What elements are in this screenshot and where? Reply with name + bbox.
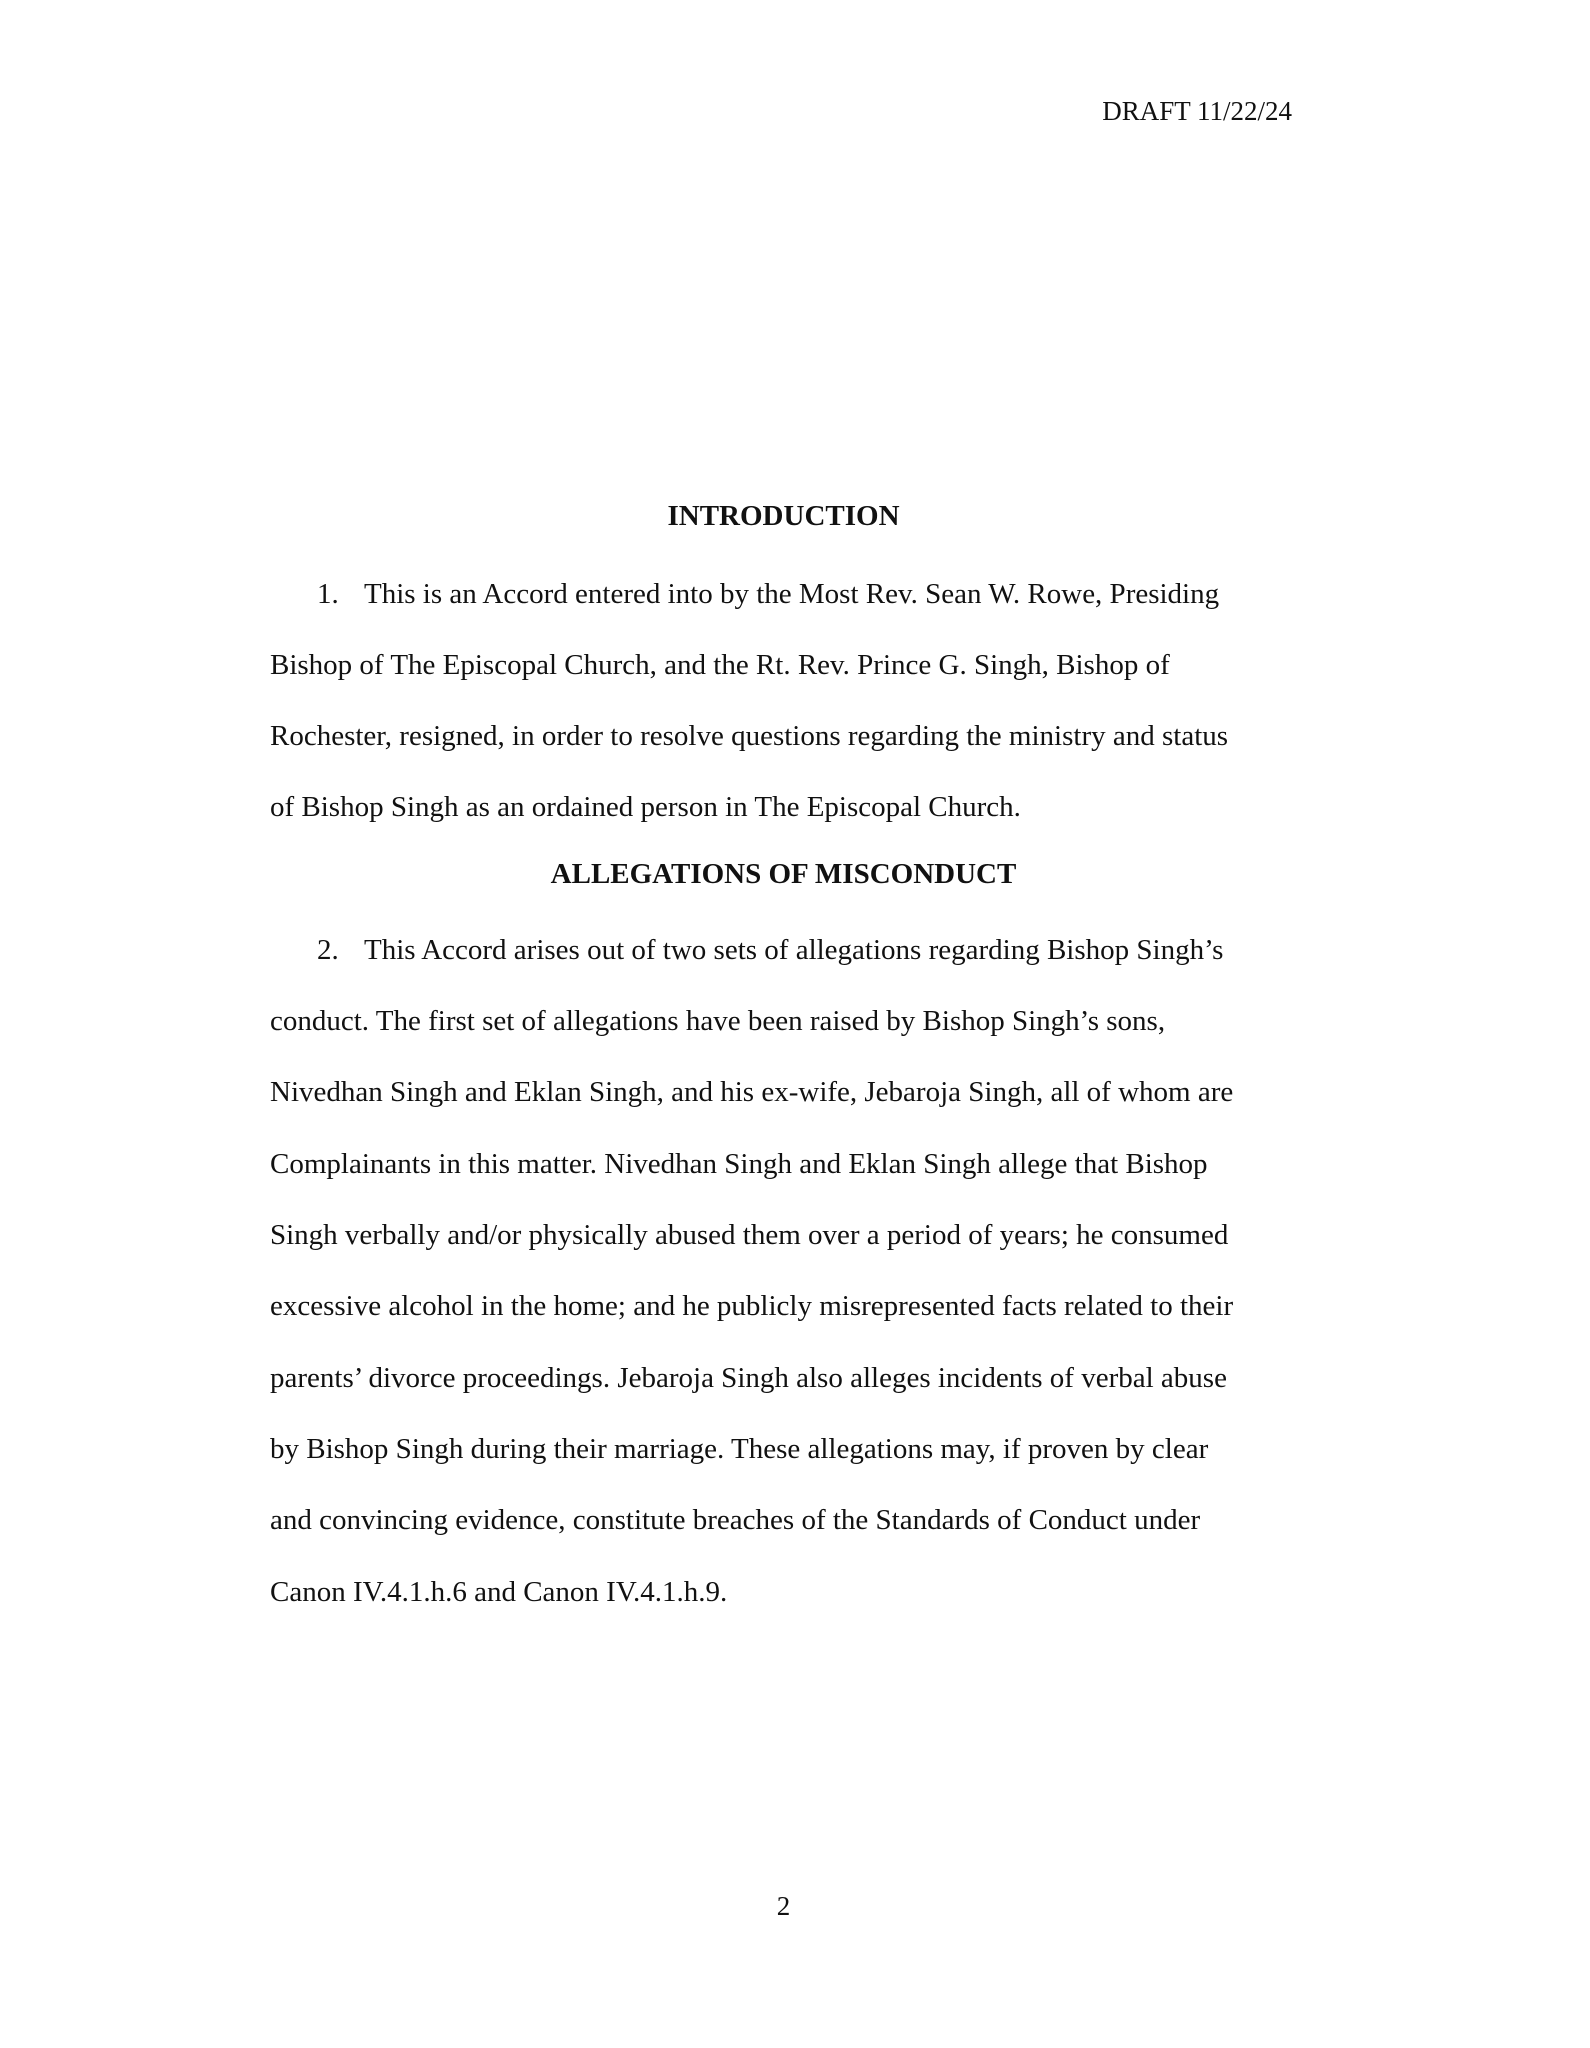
paragraph-line: Bishop of The Episcopal Church, and the Rt. Rev. Prince G. Singh, Bishop of: [270, 649, 1170, 681]
page-number: 2: [776, 1891, 791, 1921]
paragraph-line: 2. This Accord arises out of two sets of allegations regarding Bishop Singh’s: [317, 934, 1224, 966]
paragraph-line: by Bishop Singh during their marriage. These allegations may, if proven by clear: [270, 1433, 1209, 1465]
section-heading-introduction: INTRODUCTION: [667, 500, 900, 532]
paragraph-line: of Bishop Singh as an ordained person in The Episcopal Church.: [270, 791, 1021, 823]
paragraph-line: conduct. The first set of allegations have been raised by Bishop Singh’s sons,: [270, 1005, 1166, 1037]
paragraph-line: Canon IV.4.1.h.6 and Canon IV.4.1.h.9.: [270, 1576, 728, 1608]
paragraph-line: 1. This is an Accord entered into by the Most Rev. Sean W. Rowe, Presiding: [317, 578, 1220, 610]
paragraph-line: parents’ divorce proceedings. Jebaroja Singh also alleges incidents of verbal abuse: [270, 1362, 1227, 1394]
section-heading-allegations: ALLEGATIONS OF MISCONDUCT: [550, 858, 1017, 890]
paragraph-line: Complainants in this matter. Nivedhan Singh and Eklan Singh allege that Bishop: [270, 1148, 1208, 1180]
draft-label: DRAFT 11/22/24: [1102, 96, 1292, 126]
paragraph-line: Rochester, resigned, in order to resolve questions regarding the ministry and status: [270, 720, 1229, 752]
paragraph-line: and convincing evidence, constitute breaches of the Standards of Conduct under: [270, 1504, 1201, 1536]
paragraph-line: Nivedhan Singh and Eklan Singh, and his ex-wife, Jebaroja Singh, all of whom are: [270, 1076, 1234, 1108]
paragraph-number: 1.: [317, 578, 339, 610]
paragraph-number: 2.: [317, 934, 339, 966]
paragraph-line: Singh verbally and/or physically abused them over a period of years; he consumed: [270, 1219, 1229, 1251]
paragraph-line: excessive alcohol in the home; and he publicly misrepresented facts related to their: [270, 1290, 1234, 1322]
